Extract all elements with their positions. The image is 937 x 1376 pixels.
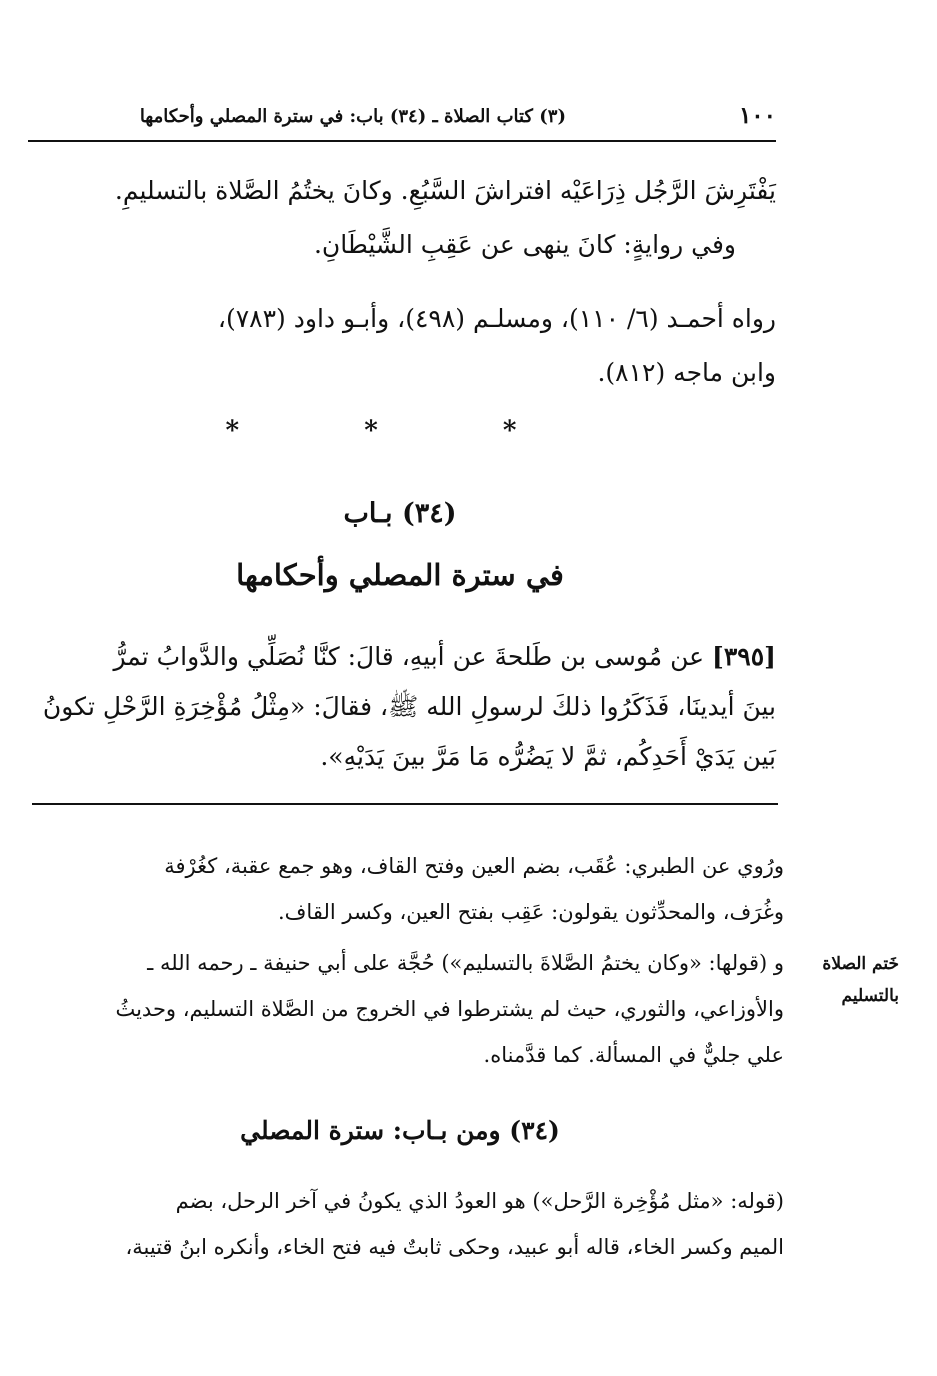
hadith-line: بينَ أيدينَا، فَذَكَرُوا ذلكَ لرسولِ الله ﷺ، فقالَ: «مِثْلُ مُؤْخِرَةِ الرَّحْلِ تكونُ bbox=[42, 692, 776, 721]
commentary-note bbox=[28, 843, 784, 935]
continued-hadith-text bbox=[36, 164, 776, 272]
hadith-line-text: عن مُوسى بن طَلحةَ عن أبيهِ، قالَ: كنَّا نُصَلِّي والدَّوابُ تمرُّ bbox=[113, 642, 705, 671]
margin-label-line: خَتم الصلاة bbox=[822, 954, 899, 974]
note-line: وغُرَف، والمحدِّثون يقولون: عَقِب بفتح العين، وكسر القاف. bbox=[277, 900, 784, 924]
reference-line: وابن ماجه (٨١٢). bbox=[597, 358, 776, 387]
page-number: ١٠٠ bbox=[738, 102, 776, 129]
star-separator: * * * bbox=[225, 416, 575, 446]
running-title: (٣) كتاب الصلاة ـ (٣٤) باب: في سترة المصلي وأحكامها bbox=[139, 106, 566, 127]
chapter-number: (٣٤) بـاب bbox=[343, 498, 457, 529]
note-line: والأوزاعي، والثوري، حيث لم يشترطوا في الخروج من الصَّلاة التسليم، وحديثُ bbox=[115, 997, 784, 1021]
note-line: علي جليٌّ في المسألة. كما قدَّمناه. bbox=[483, 1043, 784, 1067]
hadith-line: بَين يَدَيْ أَحَدِكُم، ثمَّ لا يَضُرُّه مَا مَرَّ بينَ يَدَيْهِ». bbox=[320, 742, 776, 771]
commentary-note bbox=[28, 940, 784, 1078]
hadith-text bbox=[36, 632, 776, 782]
reference-line: رواه أحمـد (٦/ ١١٠)، ومسلـم (٤٩٨)، وأبـو داود (٧٨٣)، bbox=[217, 304, 776, 333]
note-line: ورُوي عن الطبري: عُقَب، بضم العين وفتح القاف، وهو جمع عقبة، كغُرْفة bbox=[164, 854, 784, 878]
chapter-title: في سترة المصلي وأحكامها bbox=[236, 558, 564, 592]
running-head bbox=[28, 100, 776, 142]
note-line: و (قولها: «وكان يختمُ الصَّلاةَ بالتسليم») حُجَّة على أبي حنيفة ـ رحمه الله ـ bbox=[147, 951, 784, 975]
hadith-line bbox=[36, 632, 776, 682]
footnote-divider bbox=[32, 803, 778, 805]
hadith-number: [٣٩٥] bbox=[712, 642, 776, 671]
text-line: وفي روايةٍ: كانَ ينهى عن عَقِبِ الشَّيْطَانِ. bbox=[313, 230, 736, 259]
text-line: يَفْتَرِشَ الرَّجُل ذِرَاعَيْه افتراشَ السَّبُعِ. وكانَ يختُمُ الصَّلاة بالتسليمِ. bbox=[114, 176, 776, 205]
note-line: الميم وكسر الخاء، قاله أبو عبيد، وحكى ثابتٌ فيه فتح الخاء، وأنكره ابنُ قتيبة، bbox=[125, 1235, 784, 1259]
hadith-reference bbox=[36, 292, 776, 400]
margin-label-line: بالتسليم bbox=[841, 986, 899, 1006]
commentary-subheading: (٣٤) ومن بـاب: سترة المصلي bbox=[240, 1116, 560, 1145]
margin-label bbox=[803, 948, 899, 1012]
commentary-note bbox=[28, 1178, 784, 1270]
note-line: (قوله: «مثل مُؤْخِرة الرَّحل») هو العودُ الذي يكونُ في آخر الرحل، بضم bbox=[175, 1189, 784, 1213]
